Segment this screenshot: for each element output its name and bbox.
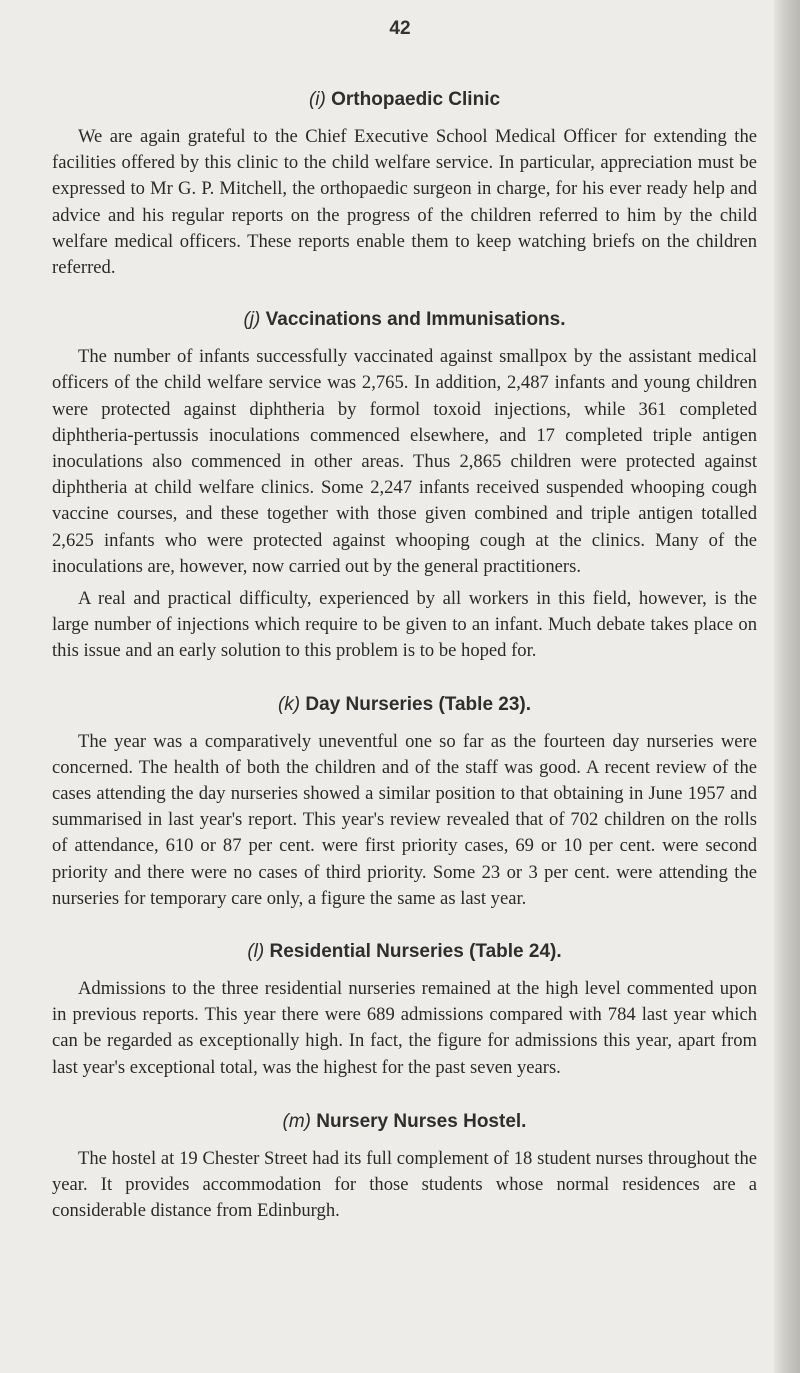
paragraph: A real and practical difficulty, experienced by all workers in this field, however, is the large number of injections which require to be given to an infant. Much debate takes place on this issue and an early solution to this problem is to be hoped for.: [52, 588, 757, 662]
section-letter: (l): [247, 941, 265, 963]
section-day-nurseries: [52, 693, 757, 912]
section-nursery-nurses-hostel: [52, 1110, 757, 1225]
section-heading: [52, 940, 757, 964]
paragraph: The number of infants successfully vaccinated against smallpox by the assistant medical officers of the child welfare service was 2,765. In addition, 2,487 infants and young children were protected against diphtheria by formol toxoid injections, while 361 completed diphtheria-pertussis inoculations commenced elsewhere, and 17 completed triple antigen inoculations also commenced in other areas. Thus 2,865 children were protected against diphtheria at child welfare clinics. Some 2,247 infants received suspended whooping cough vaccine courses, and these together with those given combined and triple antigen totalled 2,625 infants who were protected against whooping cough at the clinics. Many of the inoculations are, however, now carried out by the general practitioners.: [52, 346, 757, 577]
section-heading: [52, 308, 757, 332]
section-letter: (i): [308, 89, 326, 110]
section-title: Nursery Nurses Hostel.: [316, 1110, 527, 1132]
section-heading: [52, 1110, 757, 1134]
section-heading: [52, 693, 757, 717]
section-title: Residential Nurseries (Table 24).: [269, 941, 562, 963]
page-binding-edge: [774, 0, 800, 1373]
section-orthopaedic-clinic: [52, 88, 757, 281]
page-number: 42: [389, 18, 411, 39]
paragraph: The year was a comparatively uneventful one so far as the fourteen day nurseries were concerned. The health of both the children and of the staff was good. A recent review of the cases attending the day nurseries showed a similar position to that obtaining in June 1957 and summarised in last year's report. This year's review revealed that of 702 children on the rolls of attendance, 610 or 87 per cent. were first priority cases, 69 or 10 per cent. were second priority and there were no cases of third priority. Some 23 or 3 per cent. were attending the nurseries for temporary care only, a figure the same as last year.: [52, 730, 757, 909]
section-title: Vaccinations and Immunisations.: [265, 309, 566, 331]
section-residential-nurseries: [52, 940, 757, 1081]
paragraph: Admissions to the three residential nurseries remained at the high level commented upon in previous reports. This year there were 689 admissions compared with 784 last year which can be regarded as exceptionally high. In fact, the figure for admissions this year, apart from last year's exceptional total, was the highest for the past seven years.: [52, 978, 757, 1078]
section-letter: (m): [282, 1110, 312, 1132]
section-vaccinations: [52, 308, 757, 664]
section-title: Day Nurseries (Table 23).: [305, 693, 532, 715]
document-body: [52, 88, 757, 1231]
section-letter: (j): [243, 309, 261, 331]
section-title: Orthopaedic Clinic: [331, 89, 501, 110]
section-letter: (k): [277, 693, 301, 715]
paragraph: The hostel at 19 Chester Street had its full complement of 18 student nurses throughout the year. It provides accommodation for those students whose normal residences are a considerable distance from Edinburgh.: [52, 1147, 757, 1222]
paragraph: We are again grateful to the Chief Executive School Medical Officer for extending the facilities offered by this clinic to the child welfare service. In particular, appreciation must be expressed to Mr G. P. Mitchell, the orthopaedic surgeon in charge, for his ever ready help and advice and his regular reports on the progress of the children referred to him by the child welfare medical officers. These reports enable them to keep watching briefs on the children referred.: [52, 126, 757, 279]
section-heading: [52, 88, 757, 112]
